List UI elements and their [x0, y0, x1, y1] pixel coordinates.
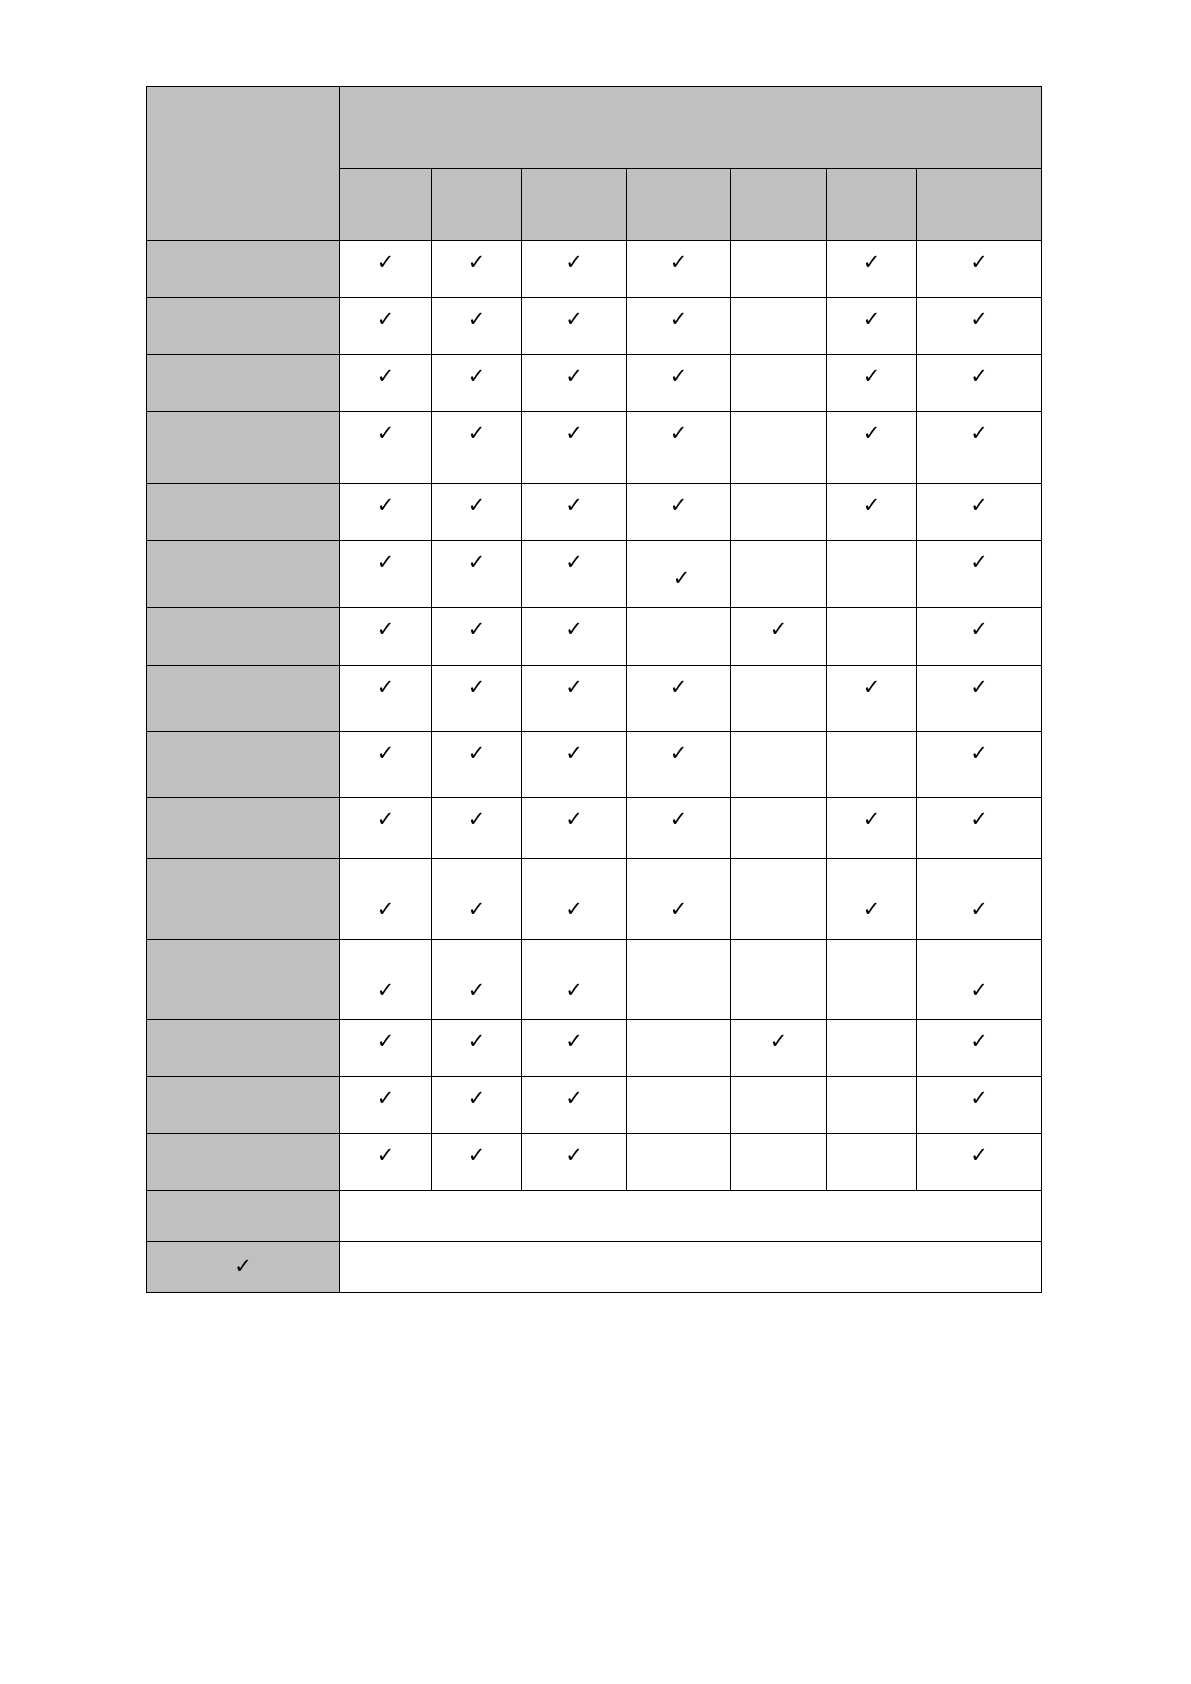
matrix-cell [432, 355, 522, 412]
matrix-cell [827, 241, 917, 298]
check-icon: ✓ [970, 250, 988, 274]
check-icon: ✓ [376, 741, 395, 765]
matrix-cell [522, 355, 627, 412]
check-icon: ✓ [565, 741, 583, 765]
matrix-row [147, 1077, 1042, 1134]
check-icon: ✓ [467, 1029, 486, 1053]
column-header-5 [731, 169, 827, 241]
matrix-cell [340, 732, 432, 798]
matrix-row [147, 241, 1042, 298]
check-icon: ✓ [376, 675, 395, 699]
check-icon: ✓ [862, 364, 881, 388]
matrix-cell [432, 241, 522, 298]
matrix-cell [627, 1077, 731, 1134]
check-icon: ✓ [565, 364, 583, 388]
check-icon: ✓ [565, 1029, 583, 1053]
matrix-cell [522, 732, 627, 798]
check-icon: ✓ [376, 807, 395, 831]
check-icon: ✓ [669, 250, 688, 274]
matrix-cell [340, 298, 432, 355]
matrix-row [147, 484, 1042, 541]
check-icon: ✓ [376, 897, 395, 921]
legend-check-icon: ✓ [234, 1254, 252, 1278]
row-label-cell [147, 666, 340, 732]
matrix-cell [731, 241, 827, 298]
matrix-cell [432, 484, 522, 541]
matrix-cell [522, 798, 627, 859]
matrix-cell [731, 859, 827, 940]
column-header-2 [432, 169, 522, 241]
matrix-cell [917, 940, 1042, 1020]
matrix-cell [827, 1020, 917, 1077]
check-icon: ✓ [862, 675, 881, 699]
matrix-cell [432, 608, 522, 666]
matrix-cell [522, 1077, 627, 1134]
check-icon: ✓ [970, 307, 988, 331]
check-icon: ✓ [769, 1029, 788, 1053]
check-icon: ✓ [565, 978, 583, 1002]
check-icon: ✓ [970, 1086, 988, 1110]
legend-row [147, 1242, 1042, 1293]
check-icon: ✓ [565, 617, 583, 641]
check-icon: ✓ [565, 675, 583, 699]
matrix-row [147, 608, 1042, 666]
row-label-cell [147, 1077, 340, 1134]
check-icon: ✓ [565, 307, 583, 331]
check-icon: ✓ [467, 617, 486, 641]
matrix-cell [627, 859, 731, 940]
matrix-cell [731, 940, 827, 1020]
row-label-cell [147, 412, 340, 484]
check-icon: ✓ [467, 1086, 486, 1110]
matrix-cell [432, 940, 522, 1020]
column-header-3 [522, 169, 627, 241]
column-header-4 [627, 169, 731, 241]
matrix-cell [432, 1077, 522, 1134]
matrix-row [147, 298, 1042, 355]
check-icon: ✓ [376, 978, 395, 1002]
matrix-cell [340, 798, 432, 859]
matrix-cell [917, 1020, 1042, 1077]
matrix-cell [522, 608, 627, 666]
check-icon: ✓ [376, 250, 395, 274]
matrix-cell [627, 608, 731, 666]
check-icon: ✓ [565, 550, 583, 574]
matrix-cell [731, 298, 827, 355]
matrix-cell [917, 241, 1042, 298]
check-icon: ✓ [467, 364, 486, 388]
matrix-cell [432, 1134, 522, 1191]
matrix-cell [432, 666, 522, 732]
check-icon: ✓ [970, 897, 988, 921]
matrix-cell [917, 1134, 1042, 1191]
matrix-cell [731, 798, 827, 859]
check-icon: ✓ [376, 617, 395, 641]
check-icon: ✓ [970, 675, 988, 699]
matrix-cell [917, 412, 1042, 484]
matrix-row [147, 1020, 1042, 1077]
check-icon: ✓ [669, 493, 688, 517]
check-icon: ✓ [467, 493, 486, 517]
check-icon: ✓ [376, 493, 395, 517]
matrix-cell [627, 541, 731, 608]
matrix-row [147, 666, 1042, 732]
check-icon: ✓ [376, 421, 395, 445]
matrix-cell [917, 298, 1042, 355]
matrix-cell [827, 798, 917, 859]
matrix-row [147, 355, 1042, 412]
check-icon: ✓ [376, 307, 395, 331]
matrix-cell [522, 940, 627, 1020]
check-icon: ✓ [467, 421, 486, 445]
check-icon: ✓ [970, 978, 988, 1002]
check-icon: ✓ [862, 807, 881, 831]
check-icon: ✓ [565, 897, 583, 921]
row-label-cell [147, 940, 340, 1020]
row-label-cell [147, 608, 340, 666]
check-icon: ✓ [467, 1143, 486, 1167]
column-header-7 [917, 169, 1042, 241]
matrix-cell [627, 355, 731, 412]
matrix-cell [827, 1134, 917, 1191]
matrix-row [147, 1134, 1042, 1191]
row-label-cell [147, 732, 340, 798]
check-icon: ✓ [672, 566, 691, 590]
matrix-cell [917, 666, 1042, 732]
matrix-cell [340, 355, 432, 412]
matrix-cell [522, 412, 627, 484]
matrix-cell [340, 1134, 432, 1191]
matrix-cell [340, 484, 432, 541]
check-icon: ✓ [467, 897, 486, 921]
row-label-cell [147, 1020, 340, 1077]
matrix-cell [917, 1077, 1042, 1134]
matrix-cell [917, 798, 1042, 859]
check-icon: ✓ [970, 807, 988, 831]
row-label-cell [147, 484, 340, 541]
row-label-cell [147, 541, 340, 608]
row-label-cell [147, 241, 340, 298]
check-icon: ✓ [376, 364, 395, 388]
matrix-cell [731, 1020, 827, 1077]
matrix-cell [432, 1020, 522, 1077]
check-icon: ✓ [669, 364, 688, 388]
check-icon: ✓ [467, 550, 486, 574]
matrix-cell [731, 1134, 827, 1191]
matrix-cell [731, 412, 827, 484]
matrix-row [147, 412, 1042, 484]
check-icon: ✓ [970, 617, 988, 641]
check-icon: ✓ [565, 807, 583, 831]
matrix-cell [827, 666, 917, 732]
matrix-cell [627, 298, 731, 355]
check-icon: ✓ [970, 493, 988, 517]
check-icon: ✓ [565, 493, 583, 517]
column-header-1 [340, 169, 432, 241]
matrix-cell [731, 484, 827, 541]
legend-symbol-cell [147, 1242, 340, 1293]
check-icon: ✓ [669, 897, 688, 921]
matrix-cell [731, 608, 827, 666]
matrix-cell [731, 732, 827, 798]
check-icon: ✓ [862, 421, 881, 445]
matrix-cell [522, 241, 627, 298]
matrix-cell [731, 666, 827, 732]
matrix-cell [827, 859, 917, 940]
row-label-cell [147, 355, 340, 412]
check-icon: ✓ [565, 421, 583, 445]
matrix-cell [432, 541, 522, 608]
matrix-cell [432, 732, 522, 798]
check-icon: ✓ [565, 1143, 583, 1167]
matrix-cell [340, 541, 432, 608]
check-icon: ✓ [467, 307, 486, 331]
matrix-row [147, 732, 1042, 798]
check-icon: ✓ [565, 1086, 583, 1110]
check-icon: ✓ [669, 675, 688, 699]
matrix-cell [917, 541, 1042, 608]
check-icon: ✓ [970, 1143, 988, 1167]
check-icon: ✓ [970, 741, 988, 765]
check-icon: ✓ [565, 250, 583, 274]
footer-note-row [147, 1191, 1042, 1242]
check-icon: ✓ [376, 1029, 395, 1053]
matrix-cell [827, 732, 917, 798]
check-icon: ✓ [467, 807, 486, 831]
matrix-cell [340, 1020, 432, 1077]
matrix-cell [340, 1077, 432, 1134]
matrix-cell [432, 798, 522, 859]
matrix-cell [731, 541, 827, 608]
footer-note-value-cell [340, 1191, 1042, 1242]
check-icon: ✓ [669, 421, 688, 445]
matrix-cell [827, 355, 917, 412]
matrix-cell [827, 298, 917, 355]
matrix-cell [522, 859, 627, 940]
matrix-cell [827, 1077, 917, 1134]
matrix-cell [627, 484, 731, 541]
matrix-cell [627, 1020, 731, 1077]
check-icon: ✓ [376, 1086, 395, 1110]
legend-description-cell [340, 1242, 1042, 1293]
matrix-row [147, 541, 1042, 608]
check-icon: ✓ [467, 741, 486, 765]
matrix-row [147, 798, 1042, 859]
matrix-cell [627, 241, 731, 298]
matrix-cell [917, 355, 1042, 412]
matrix-cell [627, 940, 731, 1020]
check-icon: ✓ [467, 978, 486, 1002]
matrix-cell [731, 1077, 827, 1134]
matrix-cell [522, 1020, 627, 1077]
matrix-cell [340, 412, 432, 484]
check-icon: ✓ [862, 493, 881, 517]
check-icon: ✓ [467, 250, 486, 274]
matrix-cell [432, 859, 522, 940]
matrix-cell [827, 412, 917, 484]
row-label-cell [147, 859, 340, 940]
matrix-cell [340, 666, 432, 732]
matrix-cell [917, 859, 1042, 940]
matrix-cell [627, 732, 731, 798]
feature-matrix-table [146, 86, 1042, 1293]
matrix-cell [432, 298, 522, 355]
matrix-cell [917, 484, 1042, 541]
footer-note-label-cell [147, 1191, 340, 1242]
check-icon: ✓ [970, 421, 988, 445]
matrix-cell [917, 732, 1042, 798]
check-icon: ✓ [669, 807, 688, 831]
matrix-cell [627, 666, 731, 732]
check-icon: ✓ [669, 741, 688, 765]
matrix-cell [917, 608, 1042, 666]
check-icon: ✓ [862, 307, 881, 331]
matrix-cell [627, 798, 731, 859]
matrix-cell [340, 940, 432, 1020]
row-label-cell [147, 1134, 340, 1191]
check-icon: ✓ [862, 250, 881, 274]
matrix-cell [522, 298, 627, 355]
check-icon: ✓ [970, 364, 988, 388]
check-icon: ✓ [669, 307, 688, 331]
matrix-cell [827, 608, 917, 666]
matrix-cell [340, 608, 432, 666]
check-icon: ✓ [769, 617, 788, 641]
matrix-cell [627, 1134, 731, 1191]
matrix-cell [827, 940, 917, 1020]
check-icon: ✓ [970, 550, 988, 574]
matrix-row [147, 940, 1042, 1020]
matrix-cell [522, 1134, 627, 1191]
matrix-cell [827, 541, 917, 608]
matrix-cell [340, 859, 432, 940]
matrix-cell [432, 412, 522, 484]
check-icon: ✓ [376, 550, 395, 574]
header-corner-cell [147, 87, 340, 241]
matrix-cell [827, 484, 917, 541]
check-icon: ✓ [970, 1029, 988, 1053]
matrix-cell [340, 241, 432, 298]
check-icon: ✓ [376, 1143, 395, 1167]
matrix-cell [731, 355, 827, 412]
column-header-6 [827, 169, 917, 241]
matrix-cell [522, 484, 627, 541]
matrix-cell [627, 412, 731, 484]
check-icon: ✓ [467, 675, 486, 699]
matrix-cell [522, 666, 627, 732]
check-icon: ✓ [862, 897, 881, 921]
row-label-cell [147, 798, 340, 859]
matrix-cell [522, 541, 627, 608]
row-label-cell [147, 298, 340, 355]
header-group-cell [340, 87, 1042, 169]
header-row [147, 87, 1042, 169]
matrix-row [147, 859, 1042, 940]
